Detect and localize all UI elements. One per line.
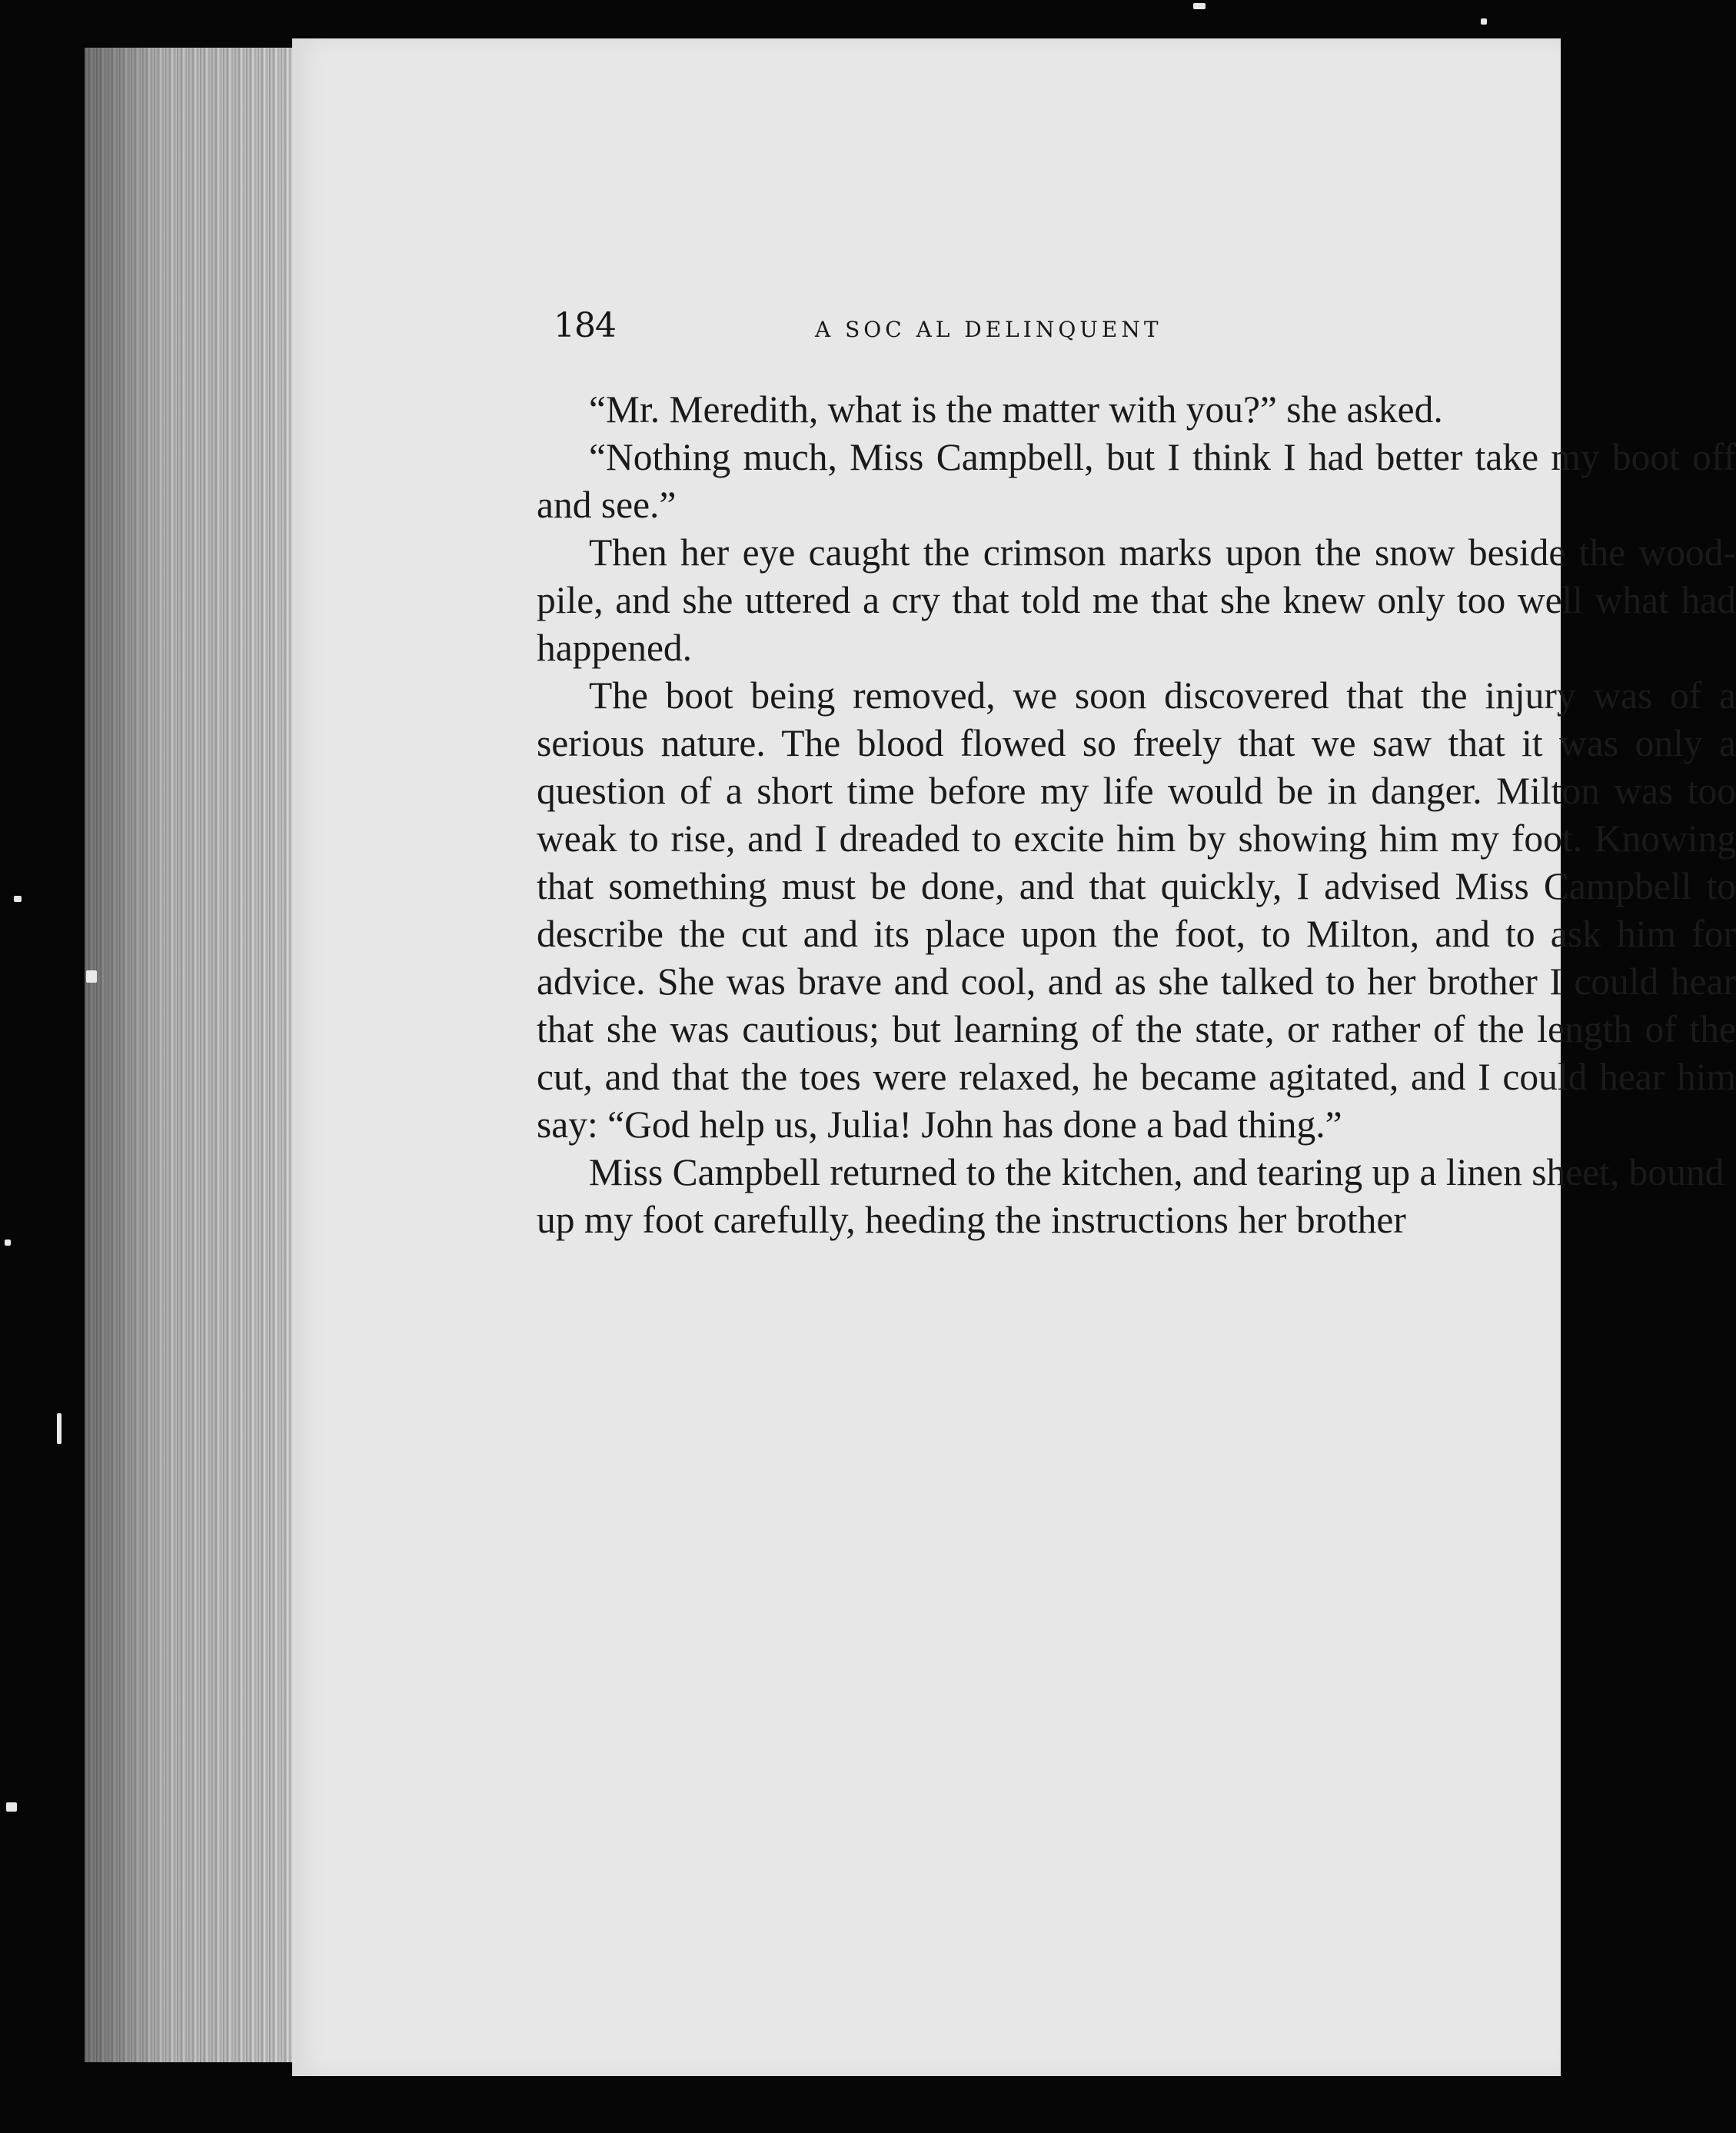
- scan-speck: [86, 970, 97, 983]
- paragraph: Then her eye caught the crimson marks upon the snow beside the wood-pile, and she uttered a cry that told me that she knew only too well what had happened.: [537, 531, 1736, 669]
- page-number: 184: [554, 306, 616, 345]
- page-edges-shadow: [85, 48, 315, 2062]
- scan-speck: [14, 896, 22, 902]
- running-title: A SOC AL DELINQUENT: [815, 317, 1162, 342]
- running-head: [292, 300, 1561, 361]
- scan-speck: [1481, 18, 1487, 25]
- paragraph: “Mr. Meredith, what is the matter with you?” she asked.: [589, 388, 1443, 431]
- paragraph: The boot being removed, we soon discovered that the injury was of a serious nature. The blood flowed so freely that we saw that it was only a question of a short time before my life would be in danger. Milton was too weak to rise, and I dreaded to excite him by showing him my foot. Knowing that something must be done, and that quickly, I advised Miss Campbell to describe the cut and its place upon the foot, to Milton, and to ask him for advice. She was brave and cool, and as she talked to her brother I could hear that she was cautious; but learning of the state, or rather of the length of the cut, and that the toes were relaxed, he became agitated, and I could hear him say: “God help us, Julia! John has done a bad thing.”: [537, 674, 1736, 1146]
- paragraph: Miss Campbell returned to the kitchen, and tearing up a linen sheet, bound up my foot carefully, heeding the instructions her brother: [537, 1151, 1724, 1241]
- scan-speck: [5, 1240, 11, 1246]
- scan-speck: [1193, 3, 1206, 9]
- scan-speck: [6, 1802, 17, 1812]
- scan-speck: [57, 1413, 62, 1444]
- book-page: [292, 38, 1736, 2076]
- body-text: [537, 386, 1736, 1244]
- paragraph: “Nothing much, Miss Campbell, but I think I had better take my boot off and see.”: [537, 436, 1736, 526]
